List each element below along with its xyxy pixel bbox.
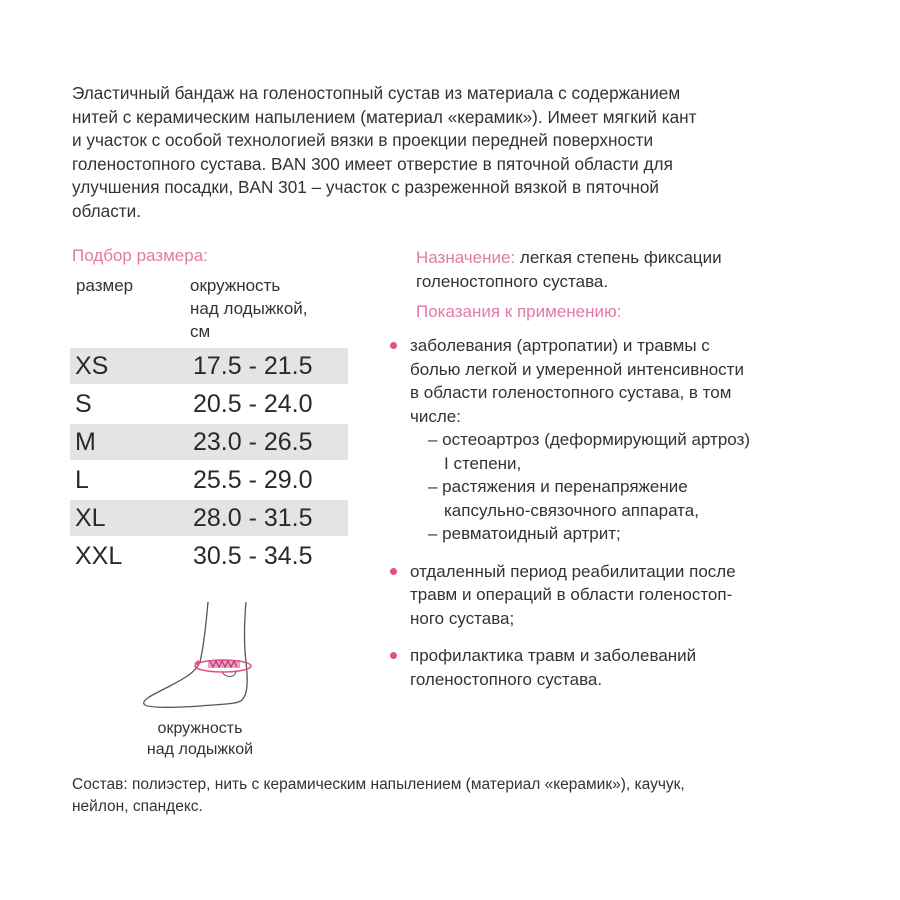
composition-text bbox=[72, 774, 842, 818]
size-label: XXL bbox=[75, 541, 123, 570]
list-item bbox=[390, 334, 850, 546]
illustration-caption bbox=[120, 718, 280, 760]
bullet-line: числе: bbox=[410, 406, 461, 426]
size-label: XS bbox=[75, 351, 109, 380]
size-range: 25.5 - 29.0 bbox=[193, 465, 313, 494]
size-label: L bbox=[75, 465, 89, 494]
bullet-line: травм и операций в области голеностоп- bbox=[410, 585, 733, 604]
sub-item-line: – остеоартроз (деформирующий артроз) bbox=[428, 430, 751, 449]
bullet-line: ного сустава; bbox=[410, 608, 515, 628]
intro-line: голеностопного сустава. BAN 300 имеет отверстие в пяточной области для bbox=[72, 153, 673, 174]
sub-item-line: капсульно-связочного аппарата, bbox=[444, 500, 699, 520]
size-row bbox=[70, 538, 348, 574]
sub-item-line: I степени, bbox=[444, 453, 522, 473]
size-row bbox=[70, 424, 348, 460]
bullet-line: болью легкой и умеренной интенсивности bbox=[410, 359, 744, 379]
size-range: 17.5 - 21.5 bbox=[193, 351, 313, 380]
size-label: S bbox=[75, 389, 92, 418]
bullet-line: отдаленный период реабилитации после bbox=[410, 561, 736, 581]
size-column-header bbox=[76, 274, 133, 297]
circumference-header-line: см bbox=[190, 322, 211, 341]
bullet-line: профилактика травм и заболеваний bbox=[410, 646, 697, 665]
bullet-line: голеностопного сустава. bbox=[410, 669, 603, 689]
size-label: XL bbox=[75, 503, 106, 532]
purpose-line bbox=[416, 246, 836, 270]
purpose-text: легкая степень фиксации bbox=[515, 248, 722, 267]
size-column-label: размер bbox=[76, 276, 134, 295]
bullet-dot-icon bbox=[390, 652, 397, 659]
intro-line: области. bbox=[72, 200, 142, 221]
purpose-section bbox=[416, 246, 836, 294]
size-table bbox=[70, 348, 348, 576]
size-range: 28.0 - 31.5 bbox=[193, 503, 313, 532]
purpose-line: голеностопного сустава. bbox=[416, 272, 609, 291]
circumference-column-header bbox=[190, 274, 308, 343]
indications-title: Показания к применению: bbox=[416, 302, 622, 321]
composition-line: нейлон, спандекс. bbox=[72, 798, 203, 815]
circumference-header-line: над лодыжкой, bbox=[190, 299, 308, 318]
intro-line: и участок с особой технологией вязки в проекции передней поверхности bbox=[72, 130, 654, 150]
intro-line: улучшения посадки, BAN 301 – участок с разреженной вязкой в пяточной bbox=[72, 177, 660, 197]
size-range: 20.5 - 24.0 bbox=[193, 389, 313, 418]
bullet-dot-icon bbox=[390, 568, 397, 575]
size-label: M bbox=[75, 427, 96, 456]
size-row bbox=[70, 386, 348, 422]
size-row bbox=[70, 500, 348, 536]
list-item bbox=[390, 560, 850, 631]
sub-item-line: – растяжения и перенапряжение bbox=[428, 477, 688, 496]
size-row bbox=[70, 348, 348, 384]
caption-line: окружность bbox=[157, 720, 243, 737]
sub-item-line: – ревматоидный артрит; bbox=[428, 524, 621, 543]
size-row bbox=[70, 462, 348, 498]
list-item bbox=[390, 644, 850, 691]
bullet-line: заболевания (артропатии) и травмы с bbox=[410, 336, 710, 355]
size-range: 23.0 - 26.5 bbox=[193, 427, 313, 456]
intro-line: Эластичный бандаж на голеностопный сустав из материала с содержанием bbox=[72, 83, 681, 103]
indications-list bbox=[390, 334, 850, 705]
circumference-header-line: окружность bbox=[190, 276, 281, 295]
bullet-dot-icon bbox=[390, 342, 397, 349]
size-selection-title: Подбор размера: bbox=[72, 246, 208, 265]
intro-line: нитей с керамическим напылением (материал «керамик»). Имеет мягкий кант bbox=[72, 106, 697, 127]
bullet-line: в области голеностопного сустава, в том bbox=[410, 383, 732, 402]
intro-paragraph bbox=[72, 82, 832, 223]
purpose-label: Назначение: bbox=[416, 248, 516, 267]
composition-line: Состав: полиэстер, нить с керамическим напылением (материал «керамик»), каучук, bbox=[72, 776, 685, 793]
ankle-measurement-icon bbox=[130, 600, 280, 710]
caption-line: над лодыжкой bbox=[146, 741, 254, 758]
size-range: 30.5 - 34.5 bbox=[193, 541, 313, 570]
